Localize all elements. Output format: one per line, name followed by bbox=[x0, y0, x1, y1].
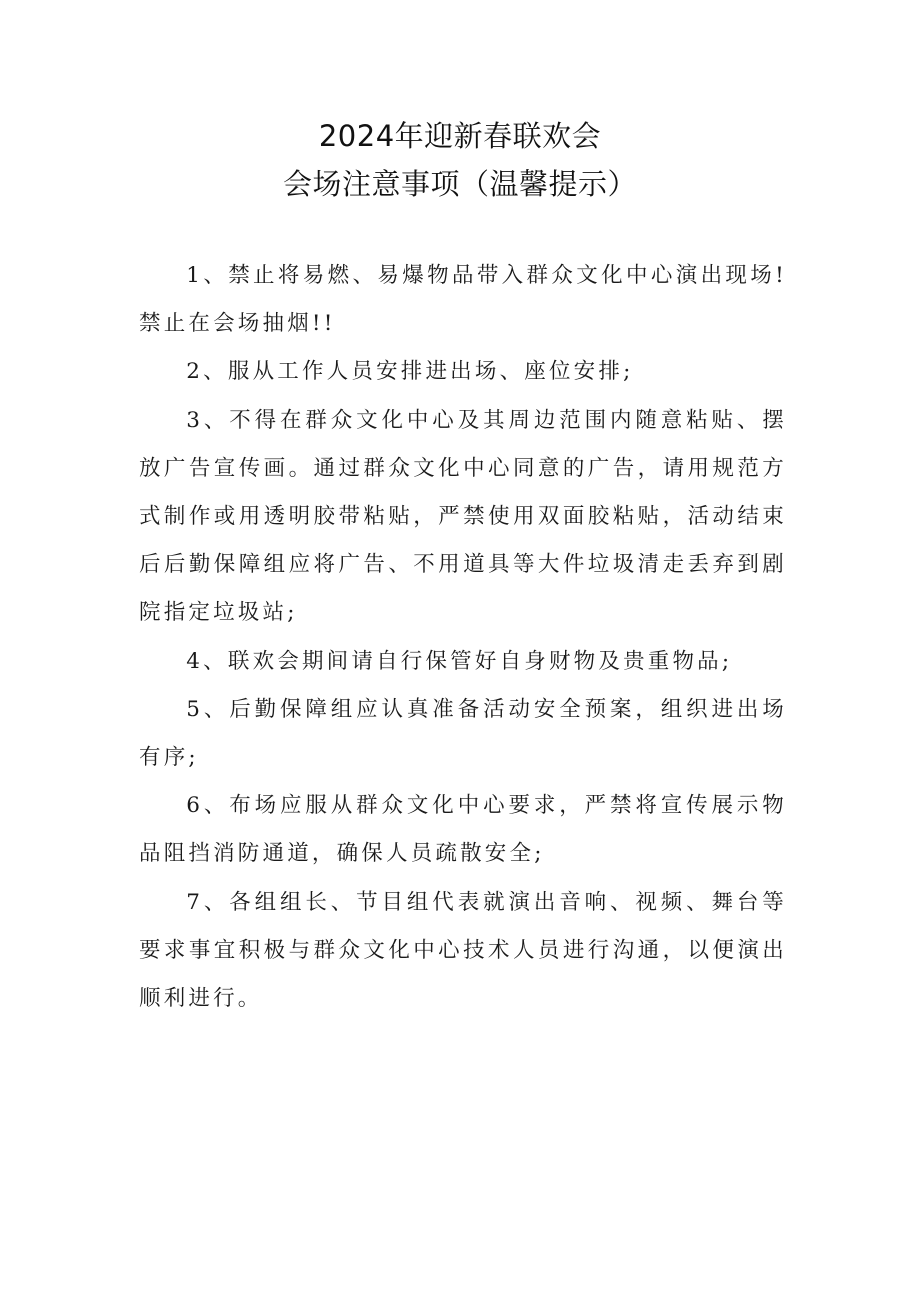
notice-item-3: 3、不得在群众文化中心及其周边范围内随意粘贴、摆放广告宣传画。通过群众文化中心同意的广告，请用规范方式制作或用透明胶带粘贴，严禁使用双面胶粘贴，活动结束后后勤保障组应将广告、不用道具等大件垃圾清走丢弃到剧院指定垃圾站; bbox=[139, 407, 787, 626]
notice-item-1: 1、禁止将易燃、易爆物品带入群众文化中心演出现场!禁止在会场抽烟!! bbox=[139, 263, 787, 337]
notice-item-6: 6、布场应服从群众文化中心要求，严禁将宣传展示物品阻挡消防通道，确保人员疏散安全; bbox=[139, 793, 787, 867]
title-line-2: 会场注意事项（温馨提示） bbox=[282, 167, 637, 201]
notice-item-2: 2、服从工作人员安排进出场、座位安排; bbox=[186, 359, 634, 385]
title-line-1: 2024年迎新春联欢会 bbox=[318, 119, 602, 153]
notice-item-4: 4、联欢会期间请自行保管好自身财物及贵重物品; bbox=[186, 648, 733, 674]
document-title bbox=[0, 112, 920, 208]
notice-item-5: 5、后勤保障组应认真准备活动安全预案，组织进出场有序; bbox=[139, 696, 787, 771]
notice-list bbox=[139, 252, 787, 1023]
notice-item-7: 7、各组组长、节目组代表就演出音响、视频、舞台等要求事宜积极与群众文化中心技术人员进行沟通，以便演出顺利进行。 bbox=[139, 889, 787, 1012]
